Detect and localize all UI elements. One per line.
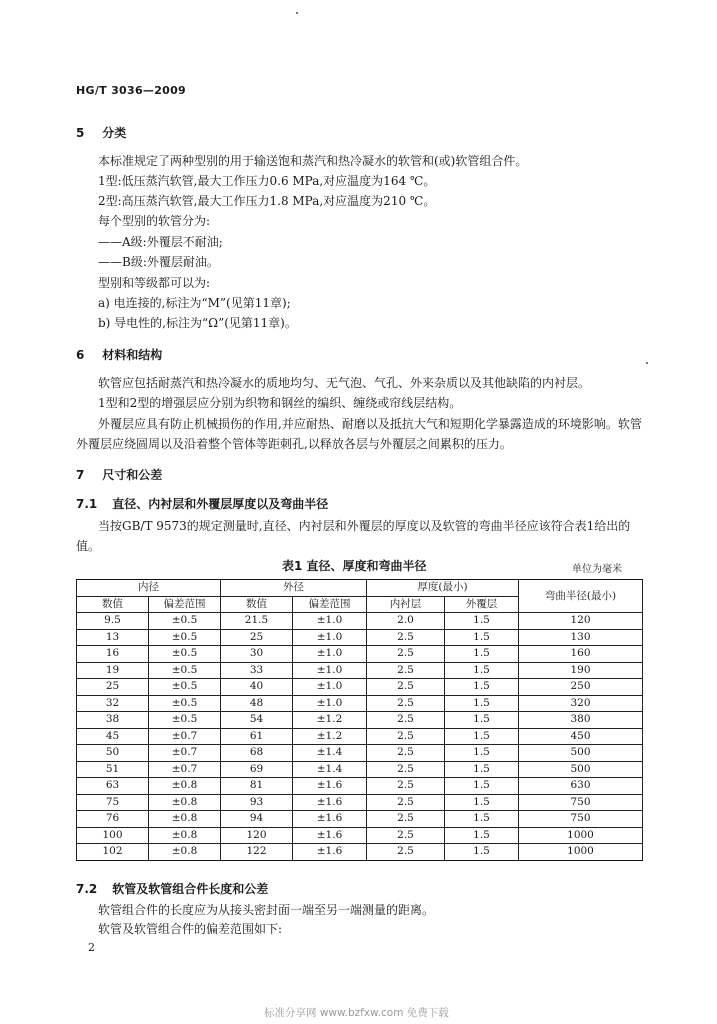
table-cell: 1.5	[445, 794, 519, 811]
table-row	[77, 679, 643, 696]
section-7-heading	[76, 466, 162, 483]
header-tolerance: 偏差范围	[149, 596, 221, 613]
table-cell: ±1.6	[293, 794, 367, 811]
section-title: 尺寸和公差	[102, 468, 163, 482]
table-row	[77, 728, 643, 745]
table-cell: 1.5	[445, 761, 519, 778]
table-cell: ±1.2	[293, 712, 367, 729]
table-cell: ±1.0	[293, 646, 367, 663]
table-cell: 76	[77, 811, 149, 828]
table-cell: ±0.5	[149, 695, 221, 712]
table-cell: 2.5	[367, 695, 445, 712]
table-cell: 81	[221, 778, 293, 795]
table-cell: 1.5	[445, 613, 519, 630]
table-cell: 93	[221, 794, 293, 811]
header-outer-diameter: 外径	[221, 580, 367, 597]
header-bend-radius: 弯曲半径(最小)	[519, 580, 643, 613]
table-cell: ±1.6	[293, 844, 367, 861]
table-cell: 380	[519, 712, 643, 729]
table-cell: 630	[519, 778, 643, 795]
scan-speck	[646, 362, 648, 364]
table-cell: ±1.4	[293, 745, 367, 762]
table-cell: 19	[77, 662, 149, 679]
table-cell: 2.5	[367, 844, 445, 861]
table-cell: ±1.0	[293, 613, 367, 630]
table-cell: ±1.0	[293, 695, 367, 712]
section-title: 软管及软管组合件长度和公差	[112, 882, 269, 896]
table-cell: 54	[221, 712, 293, 729]
paragraph: 1型:低压蒸汽软管,最大工作压力0.6 MPa,对应温度为164 ℃。	[98, 174, 436, 188]
section-title: 材料和结构	[102, 348, 163, 362]
table-cell: 9.5	[77, 613, 149, 630]
header-cover: 外覆层	[445, 596, 519, 613]
table-cell: ±1.0	[293, 662, 367, 679]
table-cell: 100	[77, 827, 149, 844]
table-cell: 32	[77, 695, 149, 712]
header-value: 数值	[221, 596, 293, 613]
table-cell: 1.5	[445, 712, 519, 729]
table-cell: 2.5	[367, 629, 445, 646]
section-6-heading	[76, 346, 162, 363]
table-cell: 25	[77, 679, 149, 696]
table-cell: ±1.4	[293, 761, 367, 778]
table-cell: ±1.6	[293, 827, 367, 844]
paragraph: 2型:高压蒸汽软管,最大工作压力1.8 MPa,对应温度为210 ℃。	[98, 194, 436, 208]
table-cell: 38	[77, 712, 149, 729]
table-cell: 450	[519, 728, 643, 745]
table-cell: 45	[77, 728, 149, 745]
table-row	[77, 827, 643, 844]
table-cell: 61	[221, 728, 293, 745]
table-cell: 1000	[519, 827, 643, 844]
table-row	[77, 778, 643, 795]
table-cell: 1.5	[445, 629, 519, 646]
table-cell: 160	[519, 646, 643, 663]
list-item: ——A级:外覆层不耐油;	[98, 235, 223, 249]
standard-number: HG/T 3036—2009	[76, 84, 187, 97]
table-cell: 750	[519, 794, 643, 811]
table-cell: 21.5	[221, 613, 293, 630]
table-row	[77, 811, 643, 828]
table-cell: 51	[77, 761, 149, 778]
table-cell: 122	[221, 844, 293, 861]
table-cell: 1.5	[445, 811, 519, 828]
table-cell: 69	[221, 761, 293, 778]
section-number: 5	[76, 126, 85, 140]
watermark-text: 标准分享网 www.bzfxw.com 免费下载	[264, 1007, 449, 1019]
list-item: a) 电连接的,标注为“M”(见第11章);	[98, 296, 291, 310]
table-cell: 68	[221, 745, 293, 762]
table-cell: 1.5	[445, 827, 519, 844]
paragraph: 每个型别的软管分为:	[98, 214, 211, 228]
table-cell: 2.5	[367, 827, 445, 844]
table-cell: 2.5	[367, 745, 445, 762]
paragraph: 1型和2型的增强层应分别为织物和钢丝的编织、缠绕或帘线层结构。	[98, 396, 462, 410]
header-tolerance: 偏差范围	[293, 596, 367, 613]
section-title: 直径、内衬层和外覆层厚度以及弯曲半径	[112, 497, 329, 511]
table-cell: 320	[519, 695, 643, 712]
table-cell: ±0.7	[149, 761, 221, 778]
table-row	[77, 745, 643, 762]
table-cell: 16	[77, 646, 149, 663]
table-cell: 120	[519, 613, 643, 630]
table-cell: 1.5	[445, 745, 519, 762]
table-cell: 500	[519, 745, 643, 762]
table-cell: ±0.5	[149, 629, 221, 646]
paragraph: 型别和等级都可以为:	[98, 276, 211, 290]
table-cell: ±0.5	[149, 662, 221, 679]
header-inner-diameter: 内径	[77, 580, 221, 597]
table-cell: 13	[77, 629, 149, 646]
table-row	[77, 629, 643, 646]
table-cell: ±0.5	[149, 679, 221, 696]
table-cell: ±0.8	[149, 811, 221, 828]
table-diameter-thickness-bend	[76, 579, 643, 861]
table-cell: 30	[221, 646, 293, 663]
table-cell: 2.5	[367, 778, 445, 795]
table-cell: 50	[77, 745, 149, 762]
header-lining: 内衬层	[367, 596, 445, 613]
table-cell: 2.0	[367, 613, 445, 630]
table-cell: 1.5	[445, 844, 519, 861]
table-cell: 500	[519, 761, 643, 778]
section-number: 7.2	[76, 882, 98, 896]
paragraph: 软管组合件的长度应为从接头密封面一端至另一端测量的距离。	[98, 903, 435, 917]
table-cell: 250	[519, 679, 643, 696]
section-title: 分类	[102, 126, 127, 140]
table-row	[77, 794, 643, 811]
table-cell: 120	[221, 827, 293, 844]
table-cell: 1000	[519, 844, 643, 861]
table-cell: 190	[519, 662, 643, 679]
table-cell: ±1.6	[293, 811, 367, 828]
table-cell: ±0.5	[149, 646, 221, 663]
paragraph: 外覆层应具有防止机械损伤的作用,并应耐热、耐磨以及抵抗大气和短期化学暴露造成的环境影响。软管外覆层应绕圆周以及沿着整个管体等距刺孔,以释放各层与外覆层之间累积的压力。	[76, 417, 642, 451]
table-cell: 102	[77, 844, 149, 861]
table-cell: 25	[221, 629, 293, 646]
table-cell: 2.5	[367, 761, 445, 778]
table-cell: 130	[519, 629, 643, 646]
table-cell: ±1.0	[293, 629, 367, 646]
section-number: 7	[76, 468, 85, 482]
table-cell: ±0.8	[149, 794, 221, 811]
table-cell: 40	[221, 679, 293, 696]
table-cell: 63	[77, 778, 149, 795]
paragraph: 当按GB/T 9573的规定测量时,直径、内衬层和外覆层的厚度以及软管的弯曲半径应该符合表1给出的值。	[76, 519, 631, 553]
paragraph: 软管应包括耐蒸汽和热冷凝水的质地均匀、无气泡、气孔、外来杂质以及其他缺陷的内衬层。	[98, 376, 591, 390]
table-cell: ±1.2	[293, 728, 367, 745]
list-item: b) 导电性的,标注为“Ω”(见第11章)。	[98, 316, 297, 330]
table-row	[77, 695, 643, 712]
paragraph: 软管及软管组合件的偏差范围如下:	[98, 922, 283, 936]
table-cell: 1.5	[445, 728, 519, 745]
page-number: 2	[88, 941, 95, 954]
section-number: 6	[76, 348, 85, 362]
table-cell: 2.5	[367, 646, 445, 663]
table-cell: ±0.8	[149, 827, 221, 844]
table-cell: 1.5	[445, 778, 519, 795]
table-title: 表1 直径、厚度和弯曲半径	[282, 559, 427, 573]
paragraph: 本标准规定了两种型别的用于输送饱和蒸汽和热冷凝水的软管和(或)软管组合件。	[98, 154, 528, 168]
table-row	[77, 613, 643, 630]
table-row	[77, 761, 643, 778]
table-cell: 33	[221, 662, 293, 679]
header-thickness: 厚度(最小)	[367, 580, 519, 597]
table-cell: 750	[519, 811, 643, 828]
table-cell: ±0.7	[149, 728, 221, 745]
table-cell: ±0.5	[149, 613, 221, 630]
table-cell: 75	[77, 794, 149, 811]
table-cell: 1.5	[445, 679, 519, 696]
table-row	[77, 646, 643, 663]
table-cell: 94	[221, 811, 293, 828]
table-cell: ±1.0	[293, 679, 367, 696]
table-unit: 单位为毫米	[572, 564, 622, 575]
table-cell: 2.5	[367, 712, 445, 729]
section-7-2-heading	[76, 880, 268, 897]
list-item: ——B级:外覆层耐油。	[98, 255, 219, 269]
table-cell: ±1.6	[293, 778, 367, 795]
header-value: 数值	[77, 596, 149, 613]
table-row	[77, 662, 643, 679]
table-cell: ±0.8	[149, 778, 221, 795]
table-cell: 1.5	[445, 662, 519, 679]
section-number: 7.1	[76, 497, 98, 511]
table-cell: 2.5	[367, 662, 445, 679]
table-row	[77, 712, 643, 729]
table-cell: 2.5	[367, 728, 445, 745]
table-cell: 2.5	[367, 679, 445, 696]
scan-speck	[296, 12, 298, 14]
table-cell: 1.5	[445, 646, 519, 663]
table-cell: ±0.5	[149, 712, 221, 729]
table-row	[77, 844, 643, 861]
table-cell: 2.5	[367, 794, 445, 811]
table-cell: ±0.8	[149, 844, 221, 861]
table-cell: 1.5	[445, 695, 519, 712]
section-7-1-heading	[76, 495, 328, 512]
table-cell: ±0.7	[149, 745, 221, 762]
table-cell: 48	[221, 695, 293, 712]
table-cell: 2.5	[367, 811, 445, 828]
section-5-heading	[76, 124, 126, 141]
